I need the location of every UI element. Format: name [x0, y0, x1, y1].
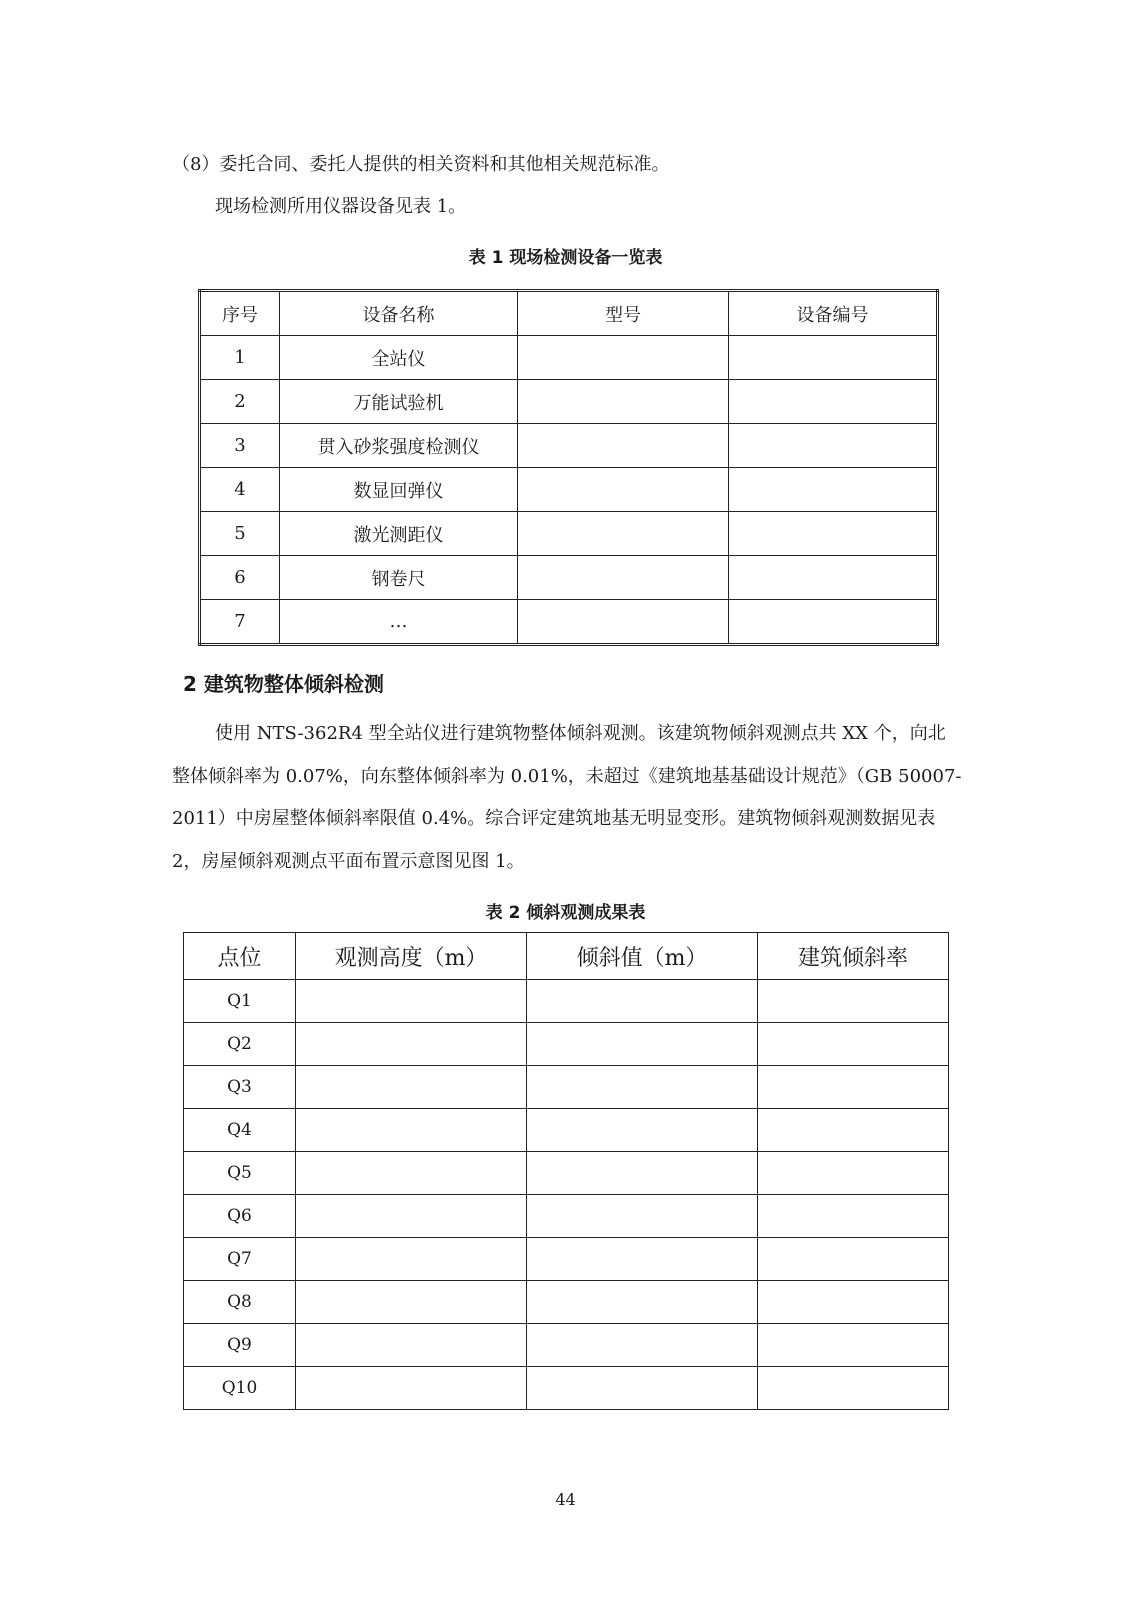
cell-device-code: [729, 336, 938, 380]
header-device-code: 设备编号: [729, 291, 938, 336]
table-row: [184, 1367, 949, 1410]
cell-model: [518, 336, 729, 380]
cell-height: [296, 1281, 527, 1324]
table-row: [200, 600, 938, 645]
table-row: [184, 1023, 949, 1066]
cell-tilt-value: [527, 1281, 758, 1324]
cell-tilt-rate: [758, 1324, 949, 1367]
cell-device-name: 万能试验机: [280, 380, 518, 424]
cell-device-code: [729, 556, 938, 600]
cell-model: [518, 424, 729, 468]
cell-point: Q7: [184, 1238, 296, 1281]
header-tilt-rate: 建筑倾斜率: [758, 933, 949, 980]
cell-point: Q2: [184, 1023, 296, 1066]
page-number: 44: [555, 1490, 576, 1509]
cell-device-code: [729, 600, 938, 645]
cell-point: Q5: [184, 1152, 296, 1195]
table-row: [184, 1238, 949, 1281]
cell-no: 2: [200, 380, 280, 424]
cell-model: [518, 556, 729, 600]
table-row: [184, 1281, 949, 1324]
cell-tilt-value: [527, 1023, 758, 1066]
cell-height: [296, 1238, 527, 1281]
cell-point: Q8: [184, 1281, 296, 1324]
cell-tilt-rate: [758, 1195, 949, 1238]
cell-point: Q3: [184, 1066, 296, 1109]
intro-item-8: （8）委托合同、委托人提供的相关资料和其他相关规范标准。: [172, 154, 670, 175]
header-model: 型号: [518, 291, 729, 336]
table-row: [200, 512, 938, 556]
cell-device-code: [729, 512, 938, 556]
table-row: [184, 1152, 949, 1195]
cell-tilt-value: [527, 1195, 758, 1238]
table2-caption: 表 2 倾斜观测成果表: [485, 903, 646, 923]
cell-device-name: 贯入砂浆强度检测仪: [280, 424, 518, 468]
cell-no: 6: [200, 556, 280, 600]
cell-height: [296, 980, 527, 1023]
header-no: 序号: [200, 291, 280, 336]
cell-tilt-value: [527, 980, 758, 1023]
cell-model: [518, 468, 729, 512]
table-row: [200, 424, 938, 468]
header-tilt-value: 倾斜值（m）: [527, 933, 758, 980]
cell-point: Q10: [184, 1367, 296, 1410]
table-row: [200, 380, 938, 424]
table-row: [200, 556, 938, 600]
cell-point: Q1: [184, 980, 296, 1023]
table-row: [200, 336, 938, 380]
cell-tilt-value: [527, 1324, 758, 1367]
cell-point: Q6: [184, 1195, 296, 1238]
cell-no: 4: [200, 468, 280, 512]
cell-model: [518, 512, 729, 556]
cell-height: [296, 1195, 527, 1238]
table-row: [184, 1066, 949, 1109]
cell-height: [296, 1109, 527, 1152]
table-header-row: [184, 933, 949, 980]
table-row: [184, 980, 949, 1023]
equipment-note: 现场检测所用仪器设备见表 1。: [215, 196, 467, 217]
cell-device-name: 全站仪: [280, 336, 518, 380]
equipment-table: [198, 289, 939, 646]
cell-no: 3: [200, 424, 280, 468]
cell-device-code: [729, 424, 938, 468]
cell-device-name: 钢卷尺: [280, 556, 518, 600]
table-row: [184, 1195, 949, 1238]
cell-tilt-value: [527, 1066, 758, 1109]
cell-device-code: [729, 380, 938, 424]
cell-device-code: [729, 468, 938, 512]
cell-tilt-rate: [758, 1367, 949, 1410]
cell-no: 1: [200, 336, 280, 380]
table1-caption: 表 1 现场检测设备一览表: [468, 248, 663, 268]
cell-device-name: 数显回弹仪: [280, 468, 518, 512]
cell-tilt-rate: [758, 1066, 949, 1109]
header-device-name: 设备名称: [280, 291, 518, 336]
header-point: 点位: [184, 933, 296, 980]
cell-height: [296, 1367, 527, 1410]
cell-tilt-value: [527, 1152, 758, 1195]
table-row: [184, 1324, 949, 1367]
tilt-results-table: [183, 932, 949, 1410]
cell-tilt-rate: [758, 1281, 949, 1324]
cell-tilt-value: [527, 1109, 758, 1152]
cell-no: 5: [200, 512, 280, 556]
section-heading: 2 建筑物整体倾斜检测: [183, 672, 384, 696]
cell-device-name: 激光测距仪: [280, 512, 518, 556]
cell-tilt-rate: [758, 1152, 949, 1195]
cell-device-name: …: [280, 600, 518, 645]
cell-tilt-rate: [758, 980, 949, 1023]
cell-tilt-value: [527, 1238, 758, 1281]
cell-point: Q4: [184, 1109, 296, 1152]
cell-model: [518, 600, 729, 645]
cell-model: [518, 380, 729, 424]
cell-point: Q9: [184, 1324, 296, 1367]
section-body: 使用 NTS-362R4 型全站仪进行建筑物整体倾斜观测。该建筑物倾斜观测点共 XX 个，向北整体倾斜率为 0.07%，向东整体倾斜率为 0.01%，未超过《建筑地基基础设计规范》（GB 50007-2011）中房屋整体倾斜率限值 0.4%。综合评定建筑地基无明显变形。建筑物倾斜观测数据见表 2，房屋倾斜观测点平面布置示意图见图 1。: [172, 723, 962, 872]
cell-height: [296, 1066, 527, 1109]
cell-no: 7: [200, 600, 280, 645]
cell-height: [296, 1152, 527, 1195]
cell-tilt-value: [527, 1367, 758, 1410]
cell-height: [296, 1324, 527, 1367]
table-header-row: [200, 291, 938, 336]
cell-tilt-rate: [758, 1023, 949, 1066]
cell-tilt-rate: [758, 1238, 949, 1281]
header-height: 观测高度（m）: [296, 933, 527, 980]
table-row: [200, 468, 938, 512]
table-row: [184, 1109, 949, 1152]
cell-height: [296, 1023, 527, 1066]
cell-tilt-rate: [758, 1109, 949, 1152]
